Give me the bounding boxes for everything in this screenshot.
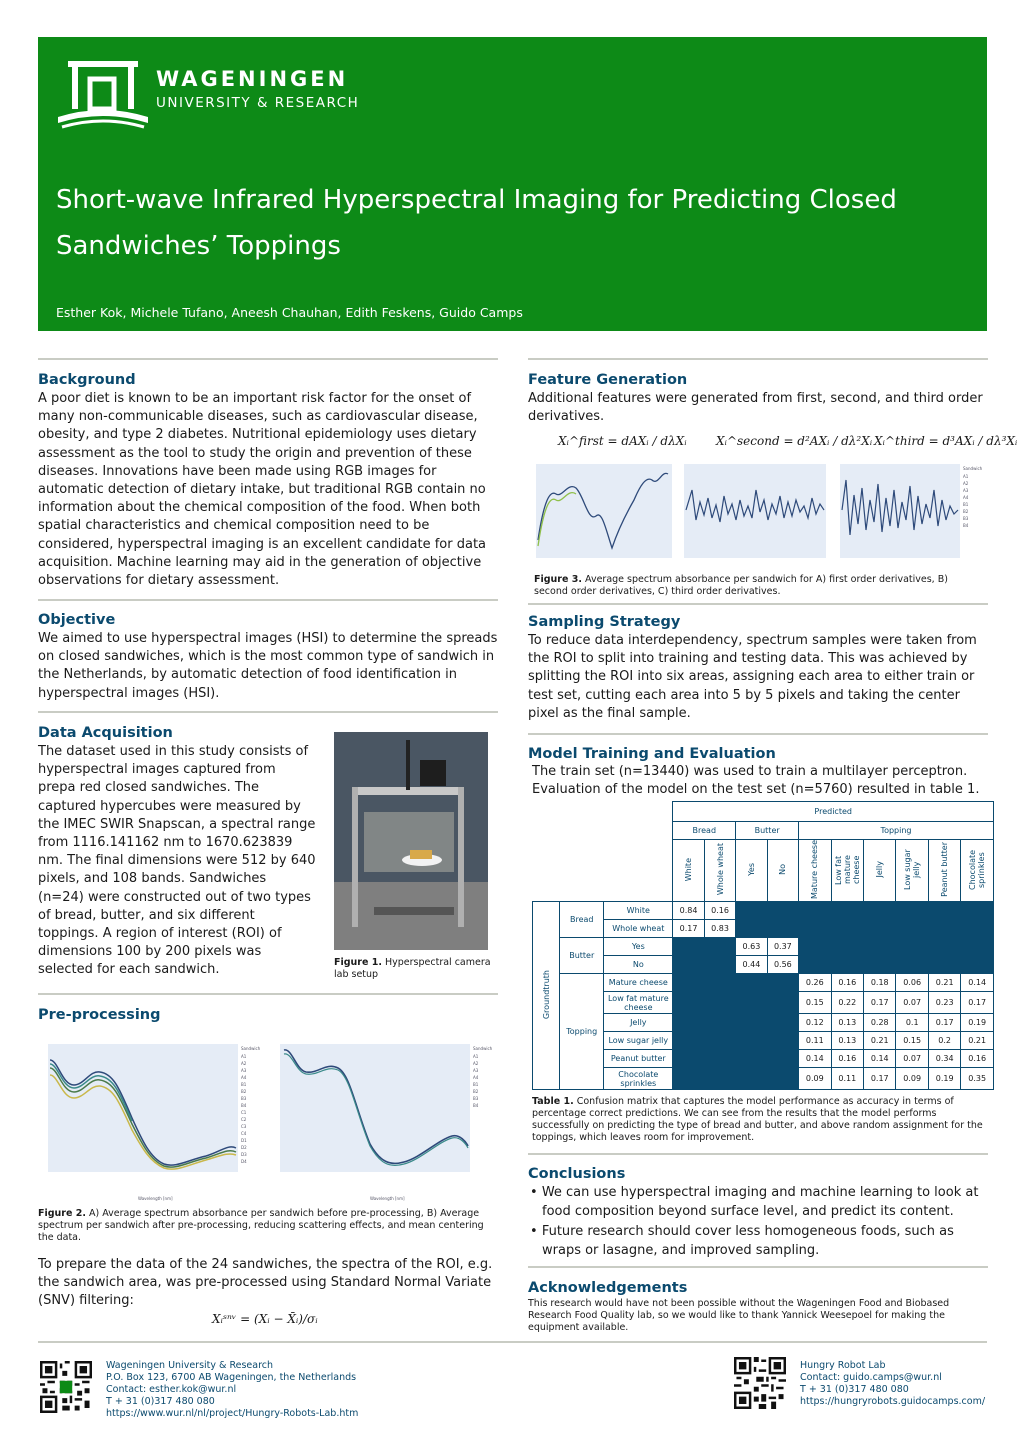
svg-text:B1: B1 — [241, 1082, 247, 1087]
cm-cell: 0.37 — [767, 938, 798, 956]
row-group-topping: Topping — [560, 974, 604, 1090]
wur-project-link[interactable]: https://www.wur.nl/nl/project/Hungry-Robots-Lab.htm — [106, 1408, 359, 1419]
row-label: No — [604, 956, 673, 974]
objective-heading: Objective — [38, 612, 116, 628]
divider — [38, 711, 498, 713]
cm-cell: 0.06 — [896, 974, 928, 992]
cm-cell: 0.14 — [799, 1050, 831, 1068]
svg-text:A4: A4 — [963, 495, 969, 500]
cm-cell: 0.13 — [831, 1032, 863, 1050]
svg-text:A2: A2 — [963, 481, 969, 486]
svg-text:A4: A4 — [473, 1075, 479, 1080]
sampling-heading: Sampling Strategy — [528, 614, 681, 630]
col-header: Whole wheat — [715, 843, 725, 896]
feature-generation-heading: Feature Generation — [528, 372, 688, 388]
svg-text:C3: C3 — [241, 1124, 247, 1129]
cm-cell: 0.17 — [673, 920, 704, 938]
cm-cell: 0.09 — [799, 1068, 831, 1090]
col-group-butter: Butter — [736, 822, 799, 840]
col-header: Jelly — [875, 861, 885, 878]
svg-text:B3: B3 — [963, 516, 969, 521]
svg-text:A2: A2 — [241, 1061, 247, 1066]
divider — [528, 1266, 988, 1268]
svg-text:B2: B2 — [963, 509, 969, 514]
svg-text:B1: B1 — [963, 502, 969, 507]
preprocessing-heading: Pre-processing — [38, 1007, 161, 1023]
cm-cell: 0.07 — [896, 992, 928, 1014]
cm-cell: 0.19 — [961, 1014, 994, 1032]
cm-cell: 0.16 — [961, 1050, 994, 1068]
cm-cell: 0.15 — [799, 992, 831, 1014]
cm-cell: 0.28 — [864, 1014, 896, 1032]
svg-text:B2: B2 — [473, 1089, 479, 1094]
hungry-robots-link[interactable]: https://hungryrobots.guidocamps.com/ — [800, 1396, 986, 1407]
divider — [38, 993, 498, 995]
row-label: Low sugar jelly — [604, 1032, 673, 1050]
wur-logo — [58, 59, 148, 129]
svg-text:A1: A1 — [241, 1054, 247, 1059]
divider — [528, 603, 988, 605]
svg-text:C2: C2 — [241, 1117, 247, 1122]
svg-text:Wavelength [nm]: Wavelength [nm] — [370, 1196, 405, 1201]
svg-text:C4: C4 — [241, 1131, 247, 1136]
svg-text:Sandwich: Sandwich — [241, 1046, 260, 1051]
authors: Esther Kok, Michele Tufano, Aneesh Chauhan, Edith Feskens, Guido Camps — [56, 305, 523, 320]
cm-cell: 0.21 — [928, 974, 960, 992]
objective-text: We aimed to use hyperspectral images (HSI) to determine the spreads on closed sandwiches, which is the most common type of sandwich in the Netherlands, by automatic detection of food identification in hyperspectral images (HSI). — [38, 631, 498, 701]
cm-cell: 0.11 — [831, 1068, 863, 1090]
model-heading: Model Training and Evaluation — [528, 746, 776, 762]
qr-code-wur[interactable] — [40, 1361, 92, 1413]
col-header: Yes — [746, 863, 756, 876]
cm-cell: 0.14 — [864, 1050, 896, 1068]
list-item: • We can use hyperspectral imaging and machine learning to look at food composition beyond surface level, and predict its content. — [530, 1185, 979, 1219]
acknowledgements-text: This research would have not been possible without the Wageningen Food and Biobased Research Food Quality lab, so we would like to thank Yannick Weesepoel for making the equipment available. — [528, 1298, 950, 1333]
figure3c-plot — [836, 460, 988, 570]
svg-text:A3: A3 — [963, 488, 969, 493]
groundtruth-header: Groundtruth — [541, 969, 551, 1020]
third-derivative-formula: Xᵢ^third = d³AXᵢ / dλ³Xᵢ — [874, 434, 1018, 448]
figure3a-plot — [526, 460, 676, 570]
figure3b-plot — [680, 460, 830, 570]
table1-caption: Table 1. Confusion matrix that captures the model performance as accuracy in terms of percentage correct predictions. We can see from the results that the model performs successfully on predicting the type of bread and butter, and above random assignment for the toppings, which leaves room for improvement. — [532, 1096, 983, 1143]
conclusions-list — [528, 1184, 980, 1262]
cm-cell: 0.2 — [928, 1032, 960, 1050]
acknowledgements-heading: Acknowledgements — [528, 1280, 688, 1296]
col-header: No — [778, 864, 788, 875]
predicted-header: Predicted — [673, 802, 994, 822]
data-acquisition-heading: Data Acquisition — [38, 725, 173, 741]
contact-email-esther[interactable]: Contact: esther.kok@wur.nl — [106, 1384, 237, 1395]
row-label: Yes — [604, 938, 673, 956]
figure2a-plot — [38, 1040, 260, 1205]
col-header: Chocolate sprinkles — [968, 849, 987, 890]
footer-right: Hungry Robot Lab Contact: guido.camps@wur.nl T + 31 (0)317 480 080 https://hungryrobots.guidocamps.com/ — [800, 1360, 986, 1407]
svg-text:A1: A1 — [963, 474, 969, 479]
svg-text:Sandwich: Sandwich — [473, 1046, 492, 1051]
svg-text:D1: D1 — [241, 1138, 247, 1143]
divider — [38, 1341, 987, 1343]
cm-cell: 0.12 — [799, 1014, 831, 1032]
cm-cell: 0.22 — [831, 992, 863, 1014]
svg-text:C1: C1 — [241, 1110, 247, 1115]
poster-header — [38, 37, 987, 331]
cm-cell: 0.16 — [831, 1050, 863, 1068]
cm-cell: 0.14 — [961, 974, 994, 992]
conclusions-heading: Conclusions — [528, 1166, 626, 1182]
cm-cell: 0.17 — [961, 992, 994, 1014]
second-derivative-formula: Xᵢ^second = d²AXᵢ / dλ²Xᵢ — [716, 434, 873, 448]
col-group-bread: Bread — [673, 822, 736, 840]
divider — [38, 599, 498, 601]
cm-cell: 0.17 — [928, 1014, 960, 1032]
cm-cell: 0.11 — [799, 1032, 831, 1050]
snv-formula: Xᵢˢⁿᵛ = (Xᵢ − X̄ᵢ)/σᵢ — [212, 1312, 318, 1326]
brand-subtitle: UNIVERSITY & RESEARCH — [156, 95, 360, 111]
cm-cell: 0.13 — [831, 1014, 863, 1032]
lab-setup-photo — [334, 732, 488, 950]
figure2-caption: Figure 2. A) Average spectrum absorbance per sandwich before pre-processing, B) Average spectrum per sandwich after pre-processing, reducing scattering effects, and mean centering the data. — [38, 1208, 484, 1243]
col-header: Low fat mature cheese — [833, 854, 861, 885]
cm-cell: 0.1 — [896, 1014, 928, 1032]
col-group-topping: Topping — [799, 822, 994, 840]
row-label: Chocolate sprinkles — [604, 1068, 673, 1090]
feature-generation-text: Additional features were generated from first, second, and third order derivatives. — [528, 391, 983, 425]
row-label: Peanut butter — [604, 1050, 673, 1068]
row-group-butter: Butter — [560, 938, 604, 974]
row-label: Mature cheese — [604, 974, 673, 992]
svg-text:Wavelength [nm]: Wavelength [nm] — [138, 1196, 173, 1201]
divider — [38, 358, 498, 360]
svg-text:Sandwich: Sandwich — [963, 466, 983, 471]
cm-cell: 0.21 — [961, 1032, 994, 1050]
poster-title: Short-wave Infrared Hyperspectral Imaging for Predicting Closed Sandwiches’ Toppings — [56, 185, 897, 261]
divider — [528, 1153, 988, 1155]
svg-text:B4: B4 — [473, 1103, 479, 1108]
figure1-caption: Figure 1. Hyperspectral camera lab setup — [334, 957, 491, 980]
first-derivative-formula: Xᵢ^first = dAXᵢ / dλXᵢ — [558, 434, 687, 448]
confusion-matrix — [532, 801, 994, 1090]
cm-cell: 0.84 — [673, 902, 704, 920]
row-label: White — [604, 902, 673, 920]
contact-email-guido[interactable]: Contact: guido.camps@wur.nl — [800, 1372, 942, 1383]
list-item: • Future research should cover less homogeneous foods, such as wraps or lasagne, and improved sampling. — [530, 1224, 954, 1258]
qr-code-hungry-robots[interactable] — [734, 1357, 786, 1409]
row-label: Low fat mature cheese — [604, 992, 673, 1014]
row-label: Jelly — [604, 1014, 673, 1032]
cm-cell: 0.09 — [896, 1068, 928, 1090]
cm-cell: 0.56 — [767, 956, 798, 974]
footer-left: Wageningen University & Research P.O. Box 123, 6700 AB Wageningen, the Netherlands Contact: esther.kok@wur.nl T + 31 (0)317 480 080 https://www.wur.nl/nl/project/Hungry-Robots-Lab.htm — [106, 1360, 359, 1419]
svg-text:B3: B3 — [241, 1096, 247, 1101]
col-header: Low sugar jelly — [903, 849, 922, 890]
cm-cell: 0.19 — [928, 1068, 960, 1090]
svg-text:D3: D3 — [241, 1152, 247, 1157]
svg-text:B1: B1 — [473, 1082, 479, 1087]
cm-cell: 0.07 — [896, 1050, 928, 1068]
background-heading: Background — [38, 372, 136, 388]
svg-text:B4: B4 — [963, 523, 969, 528]
cm-cell: 0.34 — [928, 1050, 960, 1068]
cm-cell: 0.15 — [896, 1032, 928, 1050]
cm-cell: 0.16 — [831, 974, 863, 992]
cm-cell: 0.83 — [704, 920, 735, 938]
svg-text:A2: A2 — [473, 1061, 479, 1066]
figure3-caption: Figure 3. Average spectrum absorbance per sandwich for A) first order derivatives, B) second order derivatives, C) third order derivatives. — [534, 574, 948, 597]
cm-cell: 0.23 — [928, 992, 960, 1014]
svg-text:B3: B3 — [473, 1096, 479, 1101]
cm-cell: 0.63 — [736, 938, 767, 956]
cm-cell: 0.21 — [864, 1032, 896, 1050]
svg-text:B4: B4 — [241, 1103, 247, 1108]
divider — [528, 733, 988, 735]
col-header: Mature cheese — [810, 840, 820, 899]
col-header: White — [684, 857, 694, 882]
cm-cell: 0.35 — [961, 1068, 994, 1090]
brand-name: WAGENINGEN — [156, 67, 349, 91]
background-text: A poor diet is known to be an important risk factor for the onset of many non-communicable diseases, such as cardiovascular disease, obesity, and type 2 diabetes. Nutritional epidemiology uses dietary assessment as the tool to study the origin and prevention of these diseases. Innovations have been made using RGB images for automatic detection of dietary intake, but traditional RGB contain no information about the chemical composition of the food. When both spatial characteristics and chemical composition need to be considered, hyperspectral imaging is an excellent candidate for data acquisition. Machine learning may aid in the generation of objective observations for dietary assessment. — [38, 391, 487, 589]
cm-cell: 0.16 — [704, 902, 735, 920]
cm-cell: 0.17 — [864, 992, 896, 1014]
svg-text:A1: A1 — [473, 1054, 479, 1059]
divider — [528, 358, 988, 360]
sampling-text: To reduce data interdependency, spectrum samples were taken from the ROI to split into training and testing data. This was achieved by splitting the ROI into six areas, assigning each area to either train or test set, cutting each area into 5 by 5 pixels and taking the center pixel as the final sample. — [528, 633, 977, 721]
cm-cell: 0.18 — [864, 974, 896, 992]
col-header: Peanut butter — [940, 842, 950, 897]
cm-cell: 0.17 — [864, 1068, 896, 1090]
svg-text:D2: D2 — [241, 1145, 247, 1150]
svg-text:A4: A4 — [241, 1075, 247, 1080]
data-acquisition-text: The dataset used in this study consists of hyperspectral images captured from prepa red closed sandwiches. The captured hypercubes were measured by the IMEC SWIR Snapscan, a spectral range from 1116.141162 nm to 1670.623839 nm. The final dimensions were 512 by 640 pixels, and 108 bands. Sandwiches (n=24) were constructed out of two types of bread, butter, and six different toppings. A region of interest (ROI) of dimensions 100 by 200 pixels was selected for each sandwich. — [38, 744, 316, 978]
svg-text:D4: D4 — [241, 1159, 247, 1164]
row-group-bread: Bread — [560, 902, 604, 938]
row-label: Whole wheat — [604, 920, 673, 938]
cm-cell: 0.26 — [799, 974, 831, 992]
model-text: The train set (n=13440) was used to train a multilayer perceptron. Evaluation of the model on the test set (n=5760) resulted in table 1. — [532, 764, 980, 798]
svg-text:B2: B2 — [241, 1089, 247, 1094]
figure2b-plot — [270, 1040, 492, 1205]
svg-text:A3: A3 — [241, 1068, 247, 1073]
cm-cell: 0.44 — [736, 956, 767, 974]
svg-text:A3: A3 — [473, 1068, 479, 1073]
preprocessing-text: To prepare the data of the 24 sandwiches, the spectra of the ROI, e.g. the sandwich area, was pre-processed using Standard Normal Variate (SNV) filtering: — [38, 1257, 493, 1309]
